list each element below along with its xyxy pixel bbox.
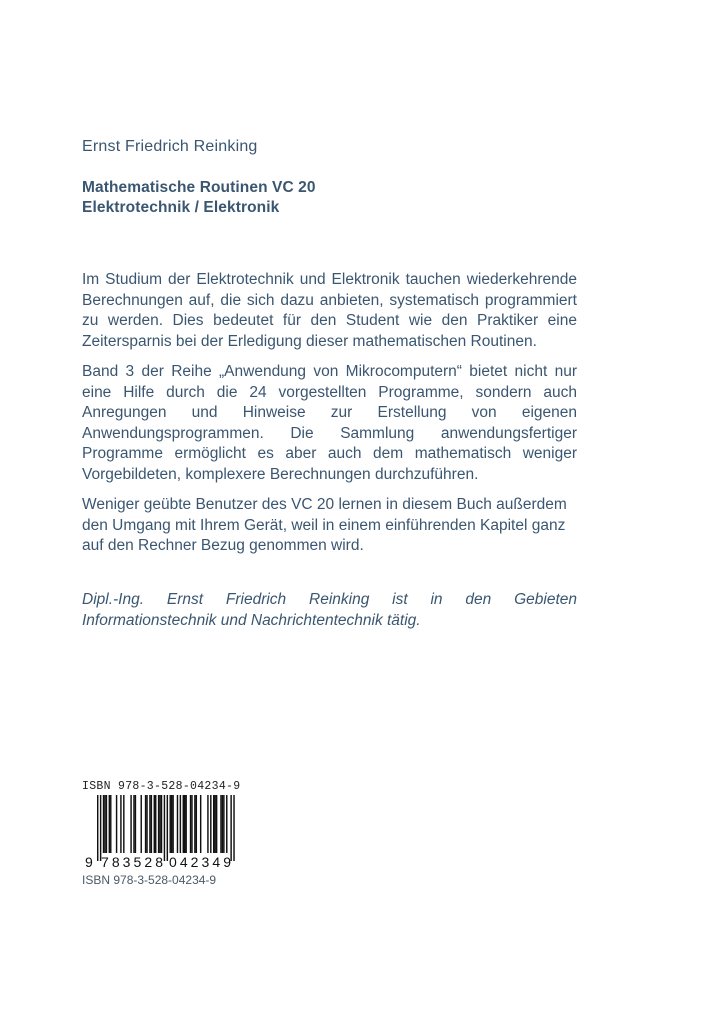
barcode-bar (116, 795, 117, 853)
barcode-bar (130, 795, 131, 853)
description-text (82, 270, 577, 567)
barcode-bar (172, 795, 173, 853)
barcode-bar (100, 795, 101, 861)
barcode-bar (103, 795, 104, 853)
barcode-bar (216, 795, 217, 853)
barcode-bar (220, 795, 221, 853)
barcode-bar (210, 795, 211, 853)
barcode-bar (233, 795, 234, 861)
barcode-bar (135, 795, 136, 853)
barcode-bar (171, 795, 172, 853)
book-title: Mathematische Routinen VC 20 (82, 179, 316, 196)
description-paragraph-3: Weniger geübte Benutzer des VC 20 lernen in diesem Buch außerdem den Umgang mit Ihrem Gerät, weil in einem einführenden Kapitel ganz auf den Rechner Bezug genommen wird. (82, 496, 567, 554)
barcode-bar (185, 795, 186, 853)
barcode-bar (180, 795, 181, 853)
barcode-bar (133, 795, 134, 853)
barcode-bar (177, 795, 178, 853)
barcode-bar (226, 795, 227, 853)
barcode-bar (194, 795, 195, 853)
barcode-bar (200, 795, 201, 853)
barcode-bar (184, 795, 185, 853)
barcode-bar (145, 795, 146, 853)
book-title-block (82, 178, 316, 218)
barcode-bar (167, 795, 168, 861)
barcode-bar (149, 795, 150, 853)
isbn-label-top: ISBN 978-3-528-04234-9 (82, 780, 241, 793)
barcode-bar (164, 795, 165, 861)
barcode-bar (230, 795, 231, 861)
barcode-bar (155, 795, 156, 853)
author-name: Ernst Friedrich Reinking (82, 138, 258, 155)
barcode (82, 795, 242, 870)
book-subtitle: Elektrotechnik / Elektronik (82, 199, 280, 216)
barcode-digits-left: 783528 (101, 854, 163, 870)
barcode-bar (159, 795, 160, 853)
barcode-bar (190, 795, 191, 853)
barcode-bar (207, 795, 208, 853)
barcode-bar (191, 795, 192, 853)
barcode-bar (146, 795, 147, 853)
barcode-bar (123, 795, 124, 853)
barcode-digits-right: 042349 (169, 854, 231, 870)
barcode-bar (223, 795, 224, 853)
description-paragraph-1: Im Studium der Elektrotechnik und Elektronik tauchen wiederkehrende Berechnungen auf, die sich dazu anbieten, systematisch programmiert zu werden. Dies bedeutet für den Student wie den Praktiker eine Zeitersparnis bei der Erledigung dieser mathematischen Routinen. (82, 271, 577, 350)
barcode-bar (196, 795, 197, 853)
barcode-bar (213, 795, 214, 853)
barcode-bar (110, 795, 111, 853)
barcode-bar (97, 795, 98, 861)
barcode-bar (214, 795, 215, 853)
barcode-bar (183, 795, 184, 853)
barcode-bar (222, 795, 223, 853)
barcode-bar (104, 795, 105, 853)
barcode-bar (141, 795, 142, 853)
barcode-bar (106, 795, 107, 853)
barcode-bars (97, 795, 235, 861)
barcode-bar (120, 795, 121, 853)
isbn-label-bottom: ISBN 978-3-528-04234-9 (82, 873, 217, 887)
barcode-bar (158, 795, 159, 853)
barcode-bar (109, 795, 110, 853)
author-bio: Dipl.-Ing. Ernst Friedrich Reinking ist in den Gebieten Informationstechnik und Nachrichtentechnik tätig. (82, 591, 577, 629)
barcode-bar (161, 795, 162, 853)
description-paragraph-2: Band 3 der Reihe „Anwendung von Mikrocomputern“ bietet nicht nur eine Hilfe durch die 24 vorgestellten Programme, sondern auch Anregungen und Hinweise zur Erstellung von eigenen Anwendungsprogrammen. Die Sammlung anwendungsfertiger Programme ermöglicht es aber auch dem mathematisch weniger Vorgebildeten, komplexere Berechnungen durchzuführen. (82, 363, 577, 483)
barcode-bar (151, 795, 152, 853)
barcode-bar (170, 795, 171, 853)
barcode-digit-first: 9 (85, 854, 93, 870)
barcode-bar (154, 795, 155, 853)
